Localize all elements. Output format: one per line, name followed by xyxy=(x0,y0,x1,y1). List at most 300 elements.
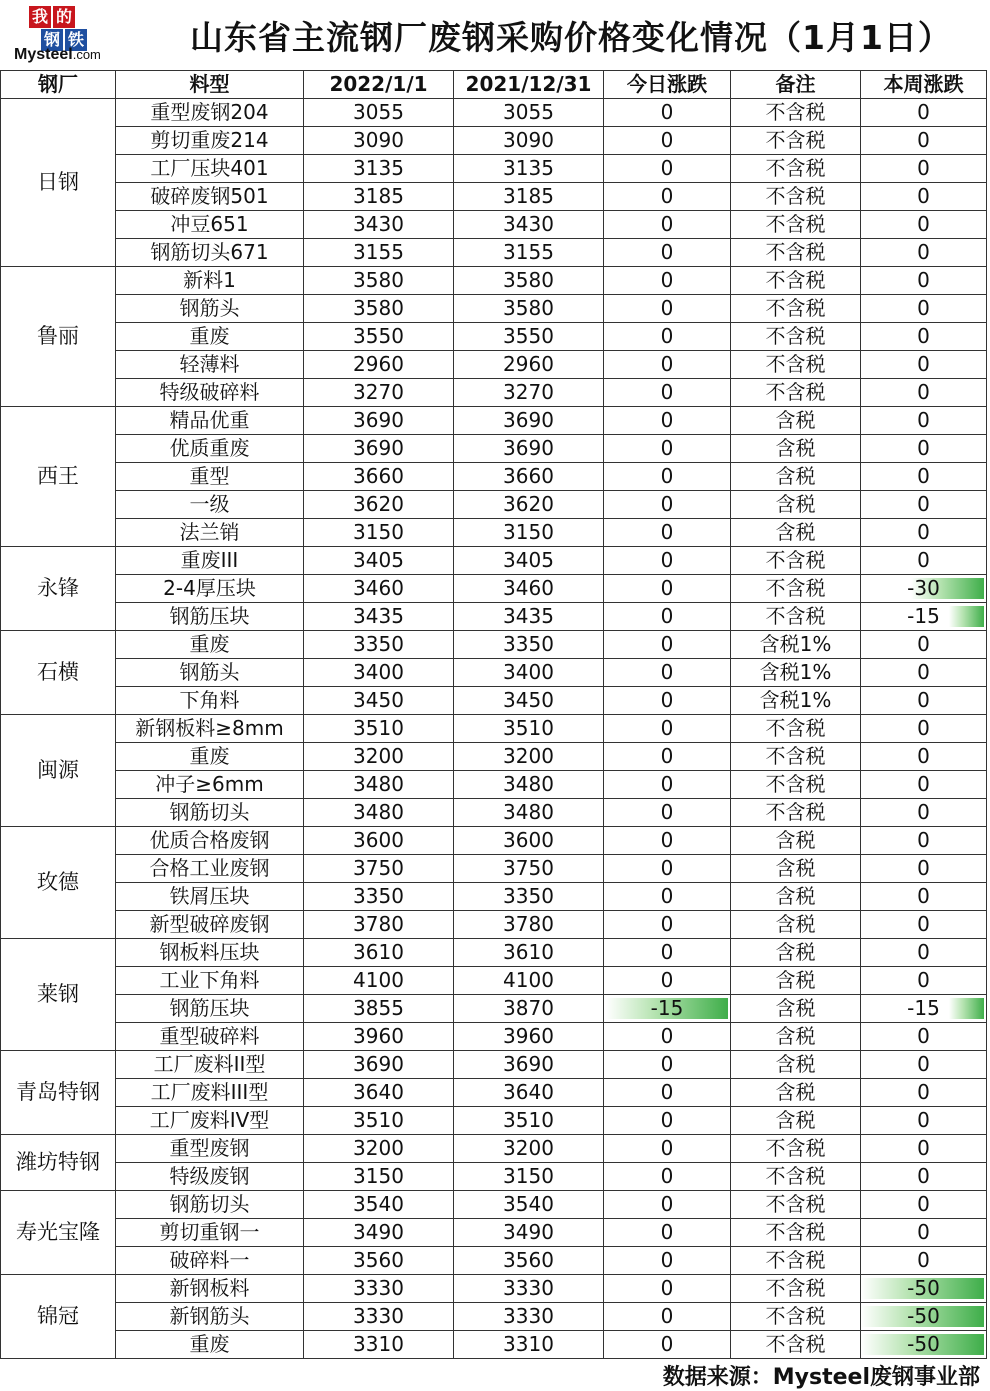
material-type: 破碎料一 xyxy=(116,1247,304,1275)
table-row xyxy=(1,407,987,435)
table-row xyxy=(1,1163,987,1191)
change-value: -15 xyxy=(907,604,940,628)
material-type: 新钢板料≥8mm xyxy=(116,715,304,743)
today-change: 0 xyxy=(604,603,731,631)
tax-note: 不含税 xyxy=(731,239,861,267)
header xyxy=(0,0,990,70)
price-current: 3490 xyxy=(304,1219,454,1247)
table-row xyxy=(1,435,987,463)
logo-char: 铁 xyxy=(65,29,87,51)
table-row xyxy=(1,799,987,827)
price-previous: 3620 xyxy=(454,491,604,519)
tax-note: 含税 xyxy=(731,519,861,547)
week-change xyxy=(861,1275,987,1303)
today-change: 0 xyxy=(604,1135,731,1163)
material-type: 新料1 xyxy=(116,267,304,295)
footer xyxy=(0,1358,986,1389)
price-current: 3185 xyxy=(304,183,454,211)
week-change: 0 xyxy=(861,659,987,687)
table-row xyxy=(1,323,987,351)
material-type: 轻薄料 xyxy=(116,351,304,379)
material-type: 工厂废料II型 xyxy=(116,1051,304,1079)
week-change xyxy=(861,603,987,631)
week-change: 0 xyxy=(861,1163,987,1191)
tax-note: 含税 xyxy=(731,855,861,883)
price-previous: 3350 xyxy=(454,883,604,911)
mill-name: 鲁丽 xyxy=(1,267,116,407)
material-type: 重型破碎料 xyxy=(116,1023,304,1051)
price-previous: 3135 xyxy=(454,155,604,183)
price-previous: 3430 xyxy=(454,211,604,239)
tax-note: 含税 xyxy=(731,463,861,491)
today-change: 0 xyxy=(604,211,731,239)
today-change: 0 xyxy=(604,1191,731,1219)
column-header-week-change: 本周涨跌 xyxy=(861,71,987,99)
tax-note: 不含税 xyxy=(731,267,861,295)
week-change: 0 xyxy=(861,1219,987,1247)
table-row xyxy=(1,883,987,911)
price-current: 3200 xyxy=(304,743,454,771)
week-change: 0 xyxy=(861,351,987,379)
tax-note: 含税 xyxy=(731,939,861,967)
price-previous: 3640 xyxy=(454,1079,604,1107)
price-current: 3135 xyxy=(304,155,454,183)
price-previous: 3150 xyxy=(454,519,604,547)
table-row xyxy=(1,1219,987,1247)
price-previous: 3400 xyxy=(454,659,604,687)
price-previous: 3200 xyxy=(454,743,604,771)
price-previous: 3090 xyxy=(454,127,604,155)
change-bar xyxy=(949,606,985,627)
tax-note: 含税 xyxy=(731,827,861,855)
tax-note: 不含税 xyxy=(731,1275,861,1303)
today-change: 0 xyxy=(604,491,731,519)
price-previous: 3750 xyxy=(454,855,604,883)
today-change: 0 xyxy=(604,771,731,799)
price-previous: 3155 xyxy=(454,239,604,267)
material-type: 新钢板料 xyxy=(116,1275,304,1303)
tax-note: 不含税 xyxy=(731,379,861,407)
today-change: 0 xyxy=(604,519,731,547)
material-type: 工厂废料III型 xyxy=(116,1079,304,1107)
price-current: 3350 xyxy=(304,883,454,911)
material-type: 重废 xyxy=(116,631,304,659)
today-change: 0 xyxy=(604,659,731,687)
table-row xyxy=(1,1247,987,1275)
price-current: 3480 xyxy=(304,771,454,799)
today-change: 0 xyxy=(604,351,731,379)
today-change: 0 xyxy=(604,1023,731,1051)
tax-note: 含税 xyxy=(731,1107,861,1135)
price-current: 3750 xyxy=(304,855,454,883)
table-row xyxy=(1,939,987,967)
price-current: 3580 xyxy=(304,295,454,323)
table-row xyxy=(1,771,987,799)
table-row xyxy=(1,211,987,239)
mill-name: 西王 xyxy=(1,407,116,547)
price-current: 3510 xyxy=(304,715,454,743)
price-previous: 3510 xyxy=(454,715,604,743)
table-row xyxy=(1,1303,987,1331)
material-type: 破碎废钢501 xyxy=(116,183,304,211)
material-type: 钢筋压块 xyxy=(116,603,304,631)
week-change: 0 xyxy=(861,827,987,855)
price-current: 3150 xyxy=(304,1163,454,1191)
tax-note: 不含税 xyxy=(731,183,861,211)
week-change: 0 xyxy=(861,1079,987,1107)
material-type: 钢筋头 xyxy=(116,295,304,323)
tax-note: 含税 xyxy=(731,883,861,911)
week-change: 0 xyxy=(861,743,987,771)
week-change: 0 xyxy=(861,1191,987,1219)
week-change xyxy=(861,995,987,1023)
price-current: 3270 xyxy=(304,379,454,407)
table-row xyxy=(1,267,987,295)
mill-name: 潍坊特钢 xyxy=(1,1135,116,1191)
mill-name: 锦冠 xyxy=(1,1275,116,1359)
tax-note: 不含税 xyxy=(731,295,861,323)
today-change: 0 xyxy=(604,883,731,911)
material-type: 工厂压块401 xyxy=(116,155,304,183)
today-change: 0 xyxy=(604,1051,731,1079)
mill-name: 永锋 xyxy=(1,547,116,631)
today-change: 0 xyxy=(604,435,731,463)
week-change: 0 xyxy=(861,435,987,463)
column-header-note: 备注 xyxy=(731,71,861,99)
table-row xyxy=(1,463,987,491)
price-current: 3855 xyxy=(304,995,454,1023)
material-type: 重废 xyxy=(116,323,304,351)
price-previous: 3480 xyxy=(454,771,604,799)
price-previous: 3200 xyxy=(454,1135,604,1163)
tax-note: 不含税 xyxy=(731,575,861,603)
today-change: 0 xyxy=(604,379,731,407)
change-value: -50 xyxy=(907,1332,940,1356)
today-change: 0 xyxy=(604,1331,731,1359)
change-value: -15 xyxy=(907,996,940,1020)
change-value: -15 xyxy=(650,996,684,1020)
week-change: 0 xyxy=(861,463,987,491)
today-change: 0 xyxy=(604,715,731,743)
today-change: 0 xyxy=(604,1303,731,1331)
tax-note: 含税 xyxy=(731,1051,861,1079)
price-previous: 2960 xyxy=(454,351,604,379)
price-previous: 3610 xyxy=(454,939,604,967)
price-current: 4100 xyxy=(304,967,454,995)
table-row xyxy=(1,995,987,1023)
price-previous: 3870 xyxy=(454,995,604,1023)
today-change: 0 xyxy=(604,407,731,435)
price-current: 3150 xyxy=(304,519,454,547)
price-previous: 3330 xyxy=(454,1275,604,1303)
table-row xyxy=(1,911,987,939)
week-change: 0 xyxy=(861,547,987,575)
table-row xyxy=(1,631,987,659)
table-row xyxy=(1,1331,987,1359)
price-current: 3690 xyxy=(304,1051,454,1079)
today-change: 0 xyxy=(604,575,731,603)
material-type: 剪切重钢一 xyxy=(116,1219,304,1247)
today-change: 0 xyxy=(604,1163,731,1191)
tax-note: 含税 xyxy=(731,967,861,995)
material-type: 重废 xyxy=(116,1331,304,1359)
tax-note: 含税 xyxy=(731,491,861,519)
table-row xyxy=(1,1135,987,1163)
table-row xyxy=(1,183,987,211)
table-row xyxy=(1,715,987,743)
tax-note: 含税 xyxy=(731,995,861,1023)
week-change: 0 xyxy=(861,183,987,211)
page-title: 山东省主流钢厂废钢采购价格变化情况（1月1日） xyxy=(190,18,952,57)
price-previous: 3540 xyxy=(454,1191,604,1219)
material-type: 一级 xyxy=(116,491,304,519)
price-table xyxy=(0,70,987,1359)
week-change xyxy=(861,1331,987,1359)
price-current: 3055 xyxy=(304,99,454,127)
material-type: 新钢筋头 xyxy=(116,1303,304,1331)
table-row xyxy=(1,99,987,127)
today-change: 0 xyxy=(604,547,731,575)
tax-note: 含税 xyxy=(731,407,861,435)
price-previous: 3690 xyxy=(454,1051,604,1079)
today-change: 0 xyxy=(604,1107,731,1135)
week-change: 0 xyxy=(861,967,987,995)
material-type: 重废 xyxy=(116,743,304,771)
today-change: 0 xyxy=(604,799,731,827)
today-change: 0 xyxy=(604,1219,731,1247)
price-current: 3430 xyxy=(304,211,454,239)
week-change: 0 xyxy=(861,855,987,883)
price-previous: 3460 xyxy=(454,575,604,603)
price-previous: 3490 xyxy=(454,1219,604,1247)
tax-note: 不含税 xyxy=(731,1163,861,1191)
material-type: 法兰销 xyxy=(116,519,304,547)
week-change: 0 xyxy=(861,127,987,155)
tax-note: 含税 xyxy=(731,911,861,939)
material-type: 铁屑压块 xyxy=(116,883,304,911)
price-current: 3690 xyxy=(304,407,454,435)
tax-note: 不含税 xyxy=(731,127,861,155)
material-type: 重型 xyxy=(116,463,304,491)
price-current: 3780 xyxy=(304,911,454,939)
table-row xyxy=(1,659,987,687)
week-change: 0 xyxy=(861,939,987,967)
logo-brand: Mysteel.com xyxy=(14,46,101,63)
price-previous: 3330 xyxy=(454,1303,604,1331)
table-row xyxy=(1,127,987,155)
price-current: 3640 xyxy=(304,1079,454,1107)
tax-note: 不含税 xyxy=(731,99,861,127)
column-header-date1: 2022/1/1 xyxy=(304,71,454,99)
today-change: 0 xyxy=(604,127,731,155)
tax-note: 不含税 xyxy=(731,1247,861,1275)
week-change: 0 xyxy=(861,491,987,519)
logo-char: 的 xyxy=(53,6,75,28)
logo-char: 钢 xyxy=(41,29,63,51)
tax-note: 不含税 xyxy=(731,743,861,771)
price-current: 3510 xyxy=(304,1107,454,1135)
price-current: 3460 xyxy=(304,575,454,603)
material-type: 特级废钢 xyxy=(116,1163,304,1191)
price-current: 3540 xyxy=(304,1191,454,1219)
mill-name: 闽源 xyxy=(1,715,116,827)
tax-note: 不含税 xyxy=(731,715,861,743)
table-row xyxy=(1,1107,987,1135)
mill-name: 石横 xyxy=(1,631,116,715)
week-change: 0 xyxy=(861,295,987,323)
tax-note: 不含税 xyxy=(731,1191,861,1219)
price-current: 3405 xyxy=(304,547,454,575)
material-type: 钢筋切头671 xyxy=(116,239,304,267)
material-type: 重废III xyxy=(116,547,304,575)
week-change: 0 xyxy=(861,715,987,743)
material-type: 工业下角料 xyxy=(116,967,304,995)
table-row xyxy=(1,379,987,407)
today-change: 0 xyxy=(604,967,731,995)
table-row xyxy=(1,827,987,855)
tax-note: 不含税 xyxy=(731,1135,861,1163)
price-current: 3155 xyxy=(304,239,454,267)
column-header-mill: 钢厂 xyxy=(1,71,116,99)
price-previous: 3150 xyxy=(454,1163,604,1191)
tax-note: 不含税 xyxy=(731,799,861,827)
tax-note: 含税 xyxy=(731,435,861,463)
material-type: 钢板料压块 xyxy=(116,939,304,967)
tax-note: 含税1% xyxy=(731,687,861,715)
material-type: 冲豆651 xyxy=(116,211,304,239)
today-change: 0 xyxy=(604,827,731,855)
week-change: 0 xyxy=(861,267,987,295)
today-change: 0 xyxy=(604,1079,731,1107)
price-current: 3350 xyxy=(304,631,454,659)
today-change: 0 xyxy=(604,1275,731,1303)
table-row xyxy=(1,519,987,547)
mill-name: 莱钢 xyxy=(1,939,116,1051)
tax-note: 不含税 xyxy=(731,351,861,379)
price-current: 3435 xyxy=(304,603,454,631)
week-change: 0 xyxy=(861,211,987,239)
price-current: 3200 xyxy=(304,1135,454,1163)
price-previous: 3690 xyxy=(454,435,604,463)
price-current: 2960 xyxy=(304,351,454,379)
material-type: 特级破碎料 xyxy=(116,379,304,407)
price-previous: 3510 xyxy=(454,1107,604,1135)
today-change: 0 xyxy=(604,911,731,939)
today-change: 0 xyxy=(604,631,731,659)
week-change: 0 xyxy=(861,1135,987,1163)
price-current: 3560 xyxy=(304,1247,454,1275)
tax-note: 不含税 xyxy=(731,155,861,183)
price-current: 3400 xyxy=(304,659,454,687)
week-change: 0 xyxy=(861,1051,987,1079)
week-change: 0 xyxy=(861,771,987,799)
week-change xyxy=(861,575,987,603)
material-type: 合格工业废钢 xyxy=(116,855,304,883)
data-source: 数据来源：Mysteel废钢事业部 xyxy=(662,1365,980,1390)
tax-note: 含税1% xyxy=(731,659,861,687)
mill-name: 青岛特钢 xyxy=(1,1051,116,1135)
today-change: 0 xyxy=(604,463,731,491)
table-row xyxy=(1,687,987,715)
price-current: 3580 xyxy=(304,267,454,295)
table-row xyxy=(1,575,987,603)
week-change: 0 xyxy=(861,99,987,127)
week-change: 0 xyxy=(861,1247,987,1275)
mill-name: 寿光宝隆 xyxy=(1,1191,116,1275)
material-type: 精品优重 xyxy=(116,407,304,435)
today-change: 0 xyxy=(604,295,731,323)
tax-note: 不含税 xyxy=(731,323,861,351)
table-row xyxy=(1,491,987,519)
week-change: 0 xyxy=(861,1107,987,1135)
today-change: 0 xyxy=(604,939,731,967)
price-previous: 3350 xyxy=(454,631,604,659)
table-row xyxy=(1,855,987,883)
today-change: 0 xyxy=(604,687,731,715)
table-row xyxy=(1,1051,987,1079)
today-change xyxy=(604,995,731,1023)
price-previous: 3960 xyxy=(454,1023,604,1051)
table-row xyxy=(1,295,987,323)
price-previous: 3600 xyxy=(454,827,604,855)
week-change: 0 xyxy=(861,239,987,267)
price-previous: 3405 xyxy=(454,547,604,575)
tax-note: 不含税 xyxy=(731,771,861,799)
price-current: 3450 xyxy=(304,687,454,715)
price-previous: 3185 xyxy=(454,183,604,211)
price-previous: 3055 xyxy=(454,99,604,127)
price-previous: 3580 xyxy=(454,267,604,295)
week-change: 0 xyxy=(861,407,987,435)
column-header-today-change: 今日涨跌 xyxy=(604,71,731,99)
material-type: 剪切重废214 xyxy=(116,127,304,155)
week-change: 0 xyxy=(861,519,987,547)
table-row xyxy=(1,1023,987,1051)
tax-note: 含税 xyxy=(731,1023,861,1051)
price-previous: 3480 xyxy=(454,799,604,827)
tax-note: 不含税 xyxy=(731,1303,861,1331)
today-change: 0 xyxy=(604,99,731,127)
material-type: 2-4厚压块 xyxy=(116,575,304,603)
table-row xyxy=(1,1079,987,1107)
table-row xyxy=(1,1191,987,1219)
price-previous: 3660 xyxy=(454,463,604,491)
table-row xyxy=(1,351,987,379)
table-row xyxy=(1,967,987,995)
price-previous: 3550 xyxy=(454,323,604,351)
today-change: 0 xyxy=(604,155,731,183)
price-current: 3550 xyxy=(304,323,454,351)
tax-note: 含税 xyxy=(731,1079,861,1107)
today-change: 0 xyxy=(604,183,731,211)
price-previous: 3560 xyxy=(454,1247,604,1275)
week-change: 0 xyxy=(861,379,987,407)
week-change: 0 xyxy=(861,631,987,659)
column-header-date2: 2021/12/31 xyxy=(454,71,604,99)
material-type: 钢筋压块 xyxy=(116,995,304,1023)
table-row xyxy=(1,743,987,771)
week-change: 0 xyxy=(861,1023,987,1051)
tax-note: 不含税 xyxy=(731,1219,861,1247)
table-body xyxy=(1,99,987,1359)
material-type: 优质重废 xyxy=(116,435,304,463)
today-change: 0 xyxy=(604,743,731,771)
price-current: 3480 xyxy=(304,799,454,827)
material-type: 钢筋头 xyxy=(116,659,304,687)
material-type: 优质合格废钢 xyxy=(116,827,304,855)
today-change: 0 xyxy=(604,855,731,883)
tax-note: 含税1% xyxy=(731,631,861,659)
